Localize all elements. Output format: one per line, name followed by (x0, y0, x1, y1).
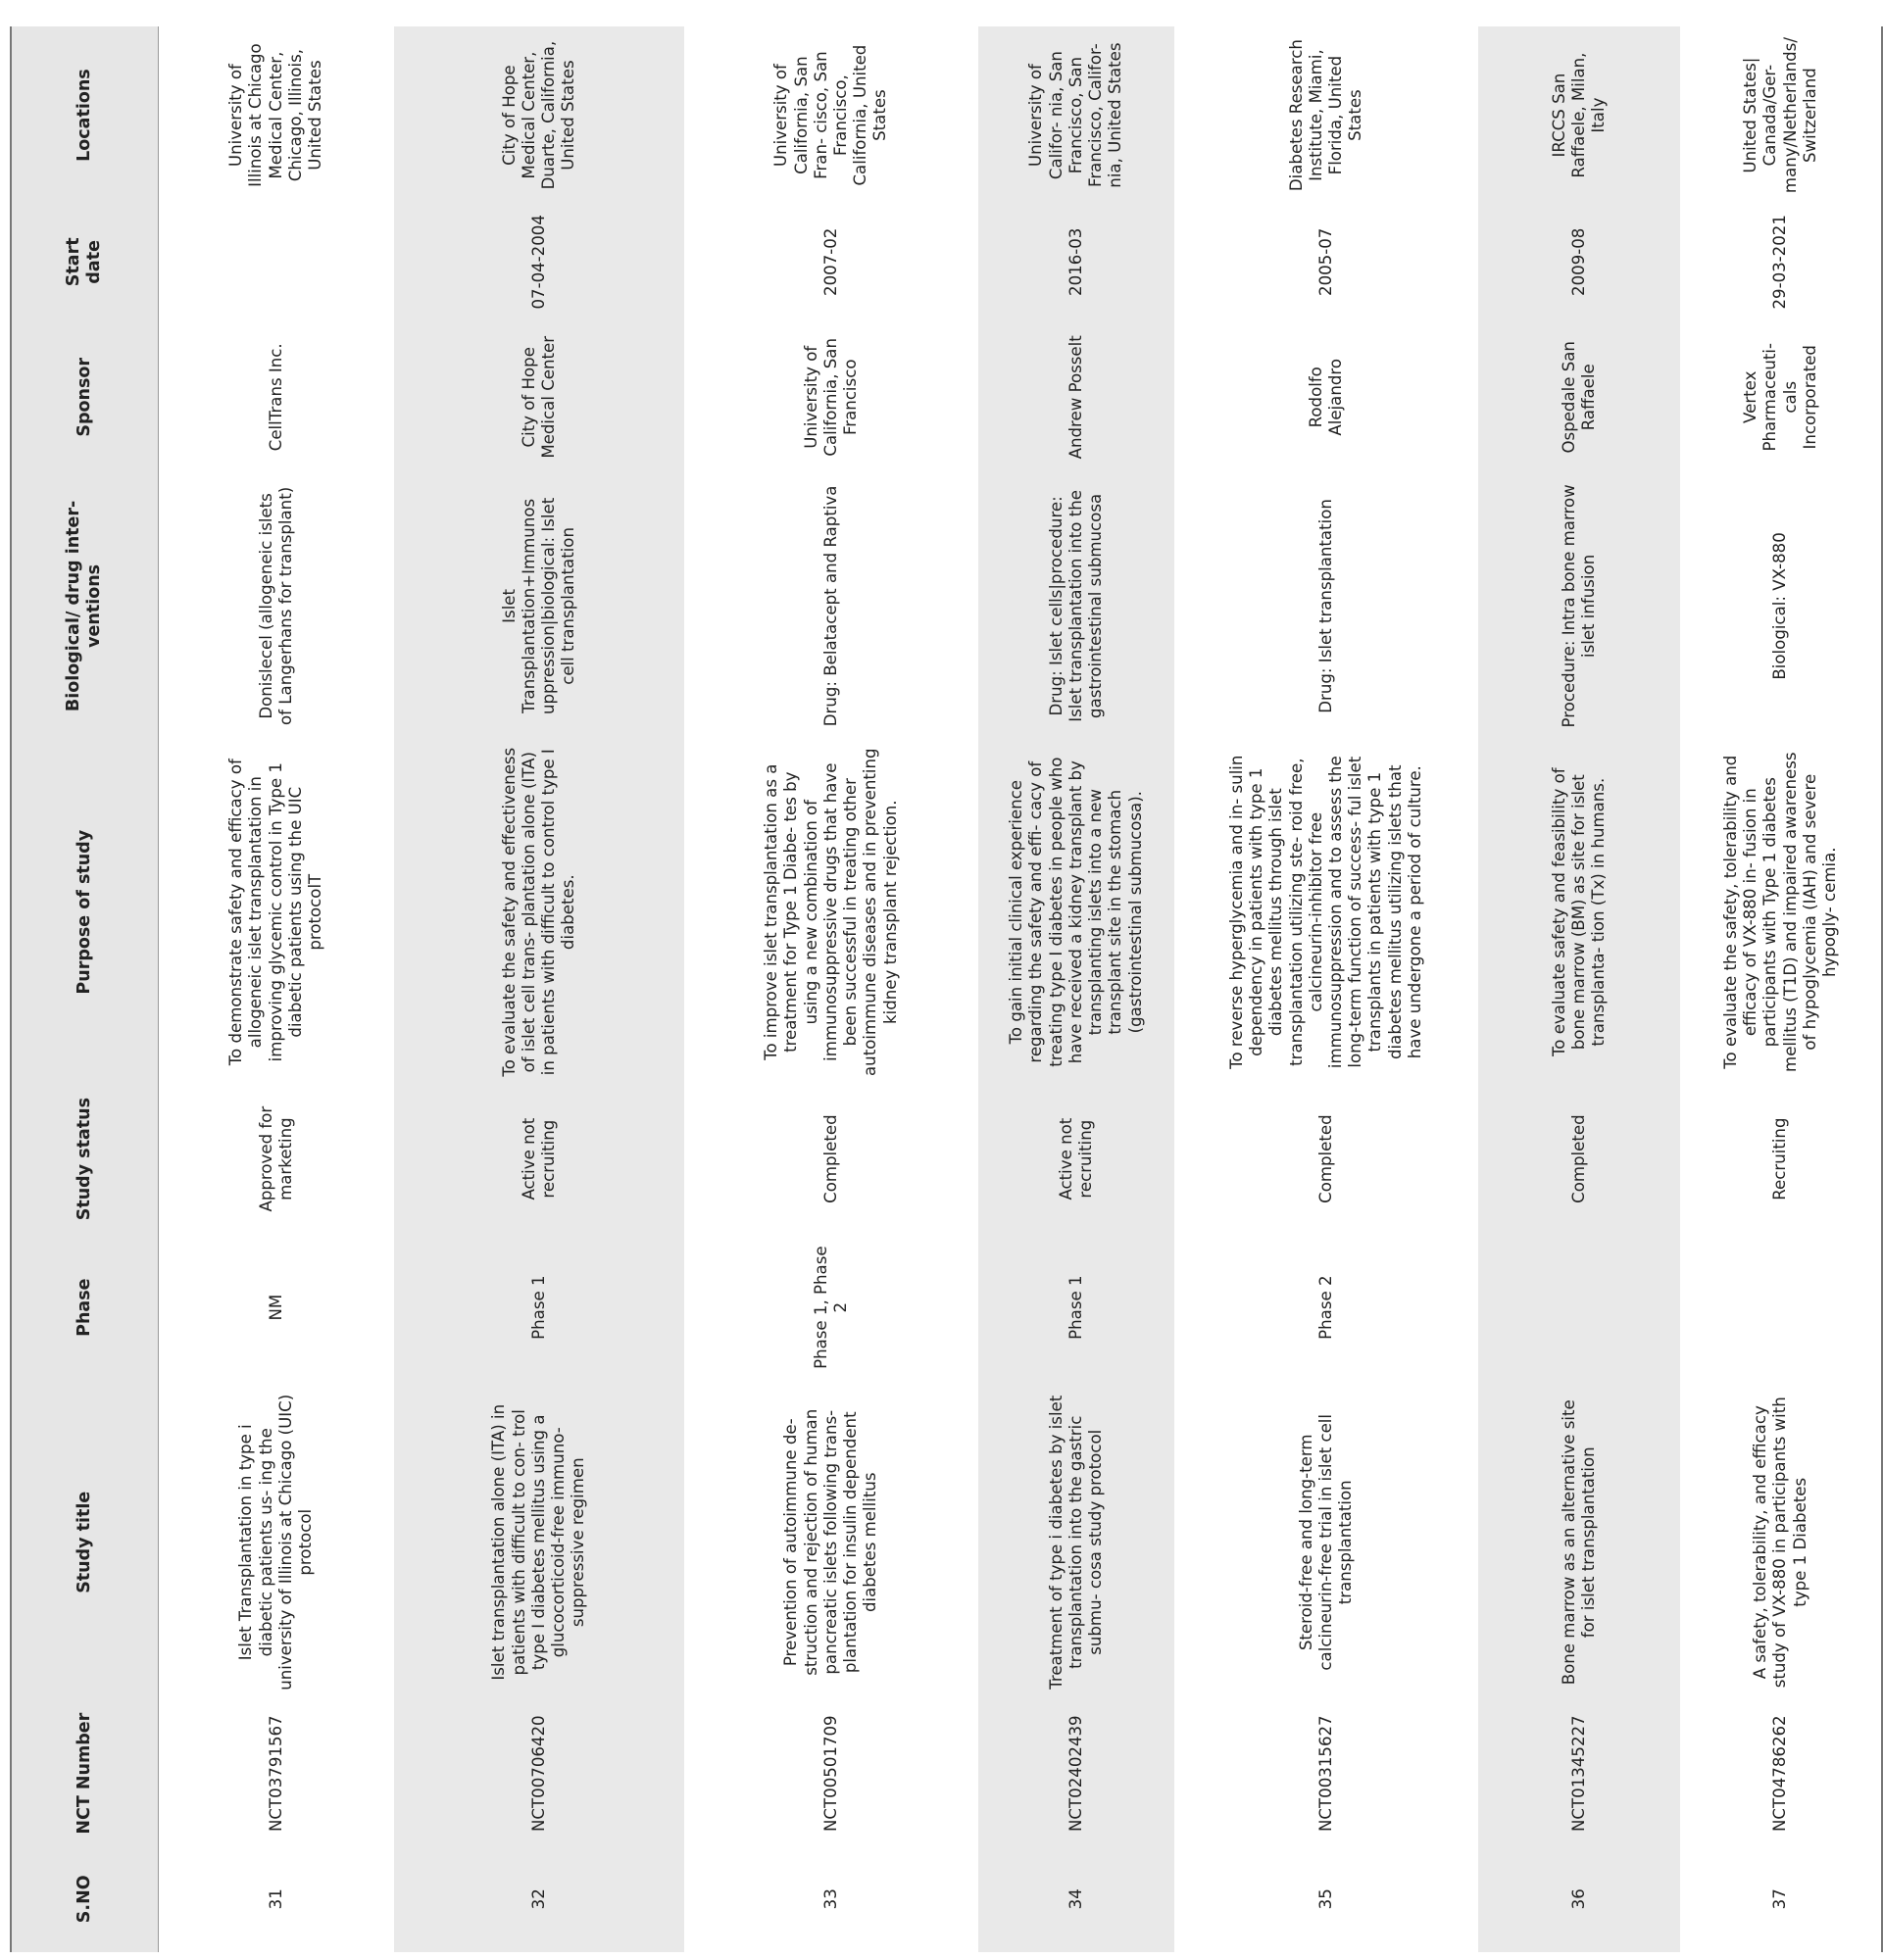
cell-phase: Phase 1 (978, 1232, 1174, 1384)
cell-phase (1680, 1232, 1882, 1384)
header-purpose: Purpose of study (11, 738, 158, 1087)
cell-purpose: To demonstrate safety and efficacy of allogeneic islet transplantation in improving glycemic control in Type 1 diabetic patients using the UIC protocolT (226, 759, 325, 1066)
cell-study-title: A safety, tolerability, and efficacy study of VX-880 in participants with type 1 Diabetes (1680, 1384, 1882, 1701)
cell-phase: NM (266, 1294, 285, 1321)
cell-locations: University of Califor- nia, San Francisco, San Francisco, Califor- nia, United States (978, 26, 1174, 204)
cell-locations: University of California, San Fran- cisco, San Francisco, California, United States (771, 44, 890, 186)
cell-study-title: Prevention of autoimmune de- struction and rejection of human pancreatic islets following trans- plantation for insulin dependent diabetes mellitus (781, 1408, 880, 1676)
cell-sno: 37 (1680, 1846, 1882, 1952)
table-row (158, 26, 394, 1952)
header-sno: S.NO (11, 1846, 158, 1952)
cell-phase: Phase 2 (1315, 1275, 1335, 1340)
cell-sponsor: Vertex Pharmaceuti- cals Incorporated (1680, 319, 1882, 474)
cell-sponsor: CellTrans Inc. (266, 343, 285, 452)
cell-start-date: 29-03-2021 (1680, 204, 1882, 319)
cell-nct-number: NCT02402439 (978, 1701, 1174, 1846)
cell-sponsor: Ospedale San Raffaele (1478, 319, 1680, 474)
cell-purpose: To improve islet transplantation as a treatment for Type 1 Diabe- tes by using a new combination of immunosuppressive drugs that have been successful in treating other autoimmune diseases and in preventing kidney transplant rejection. (762, 748, 900, 1076)
cell-nct-number: NCT00315627 (1315, 1715, 1335, 1832)
cell-sno: 35 (1315, 1888, 1335, 1910)
table-row (1680, 26, 1882, 1952)
cell-nct-number: NCT04786262 (1680, 1701, 1882, 1846)
cell-study-status: Completed (1315, 1114, 1335, 1203)
cell-purpose: To reverse hyperglycemia and in- sulin dependency in patients with type 1 diabetes mellitus through islet transplantation utilizing ste- roid free, calcineurin-inhibitor free immunosuppression and to assess the long-term function of success- ful islet transplants in patients with type 1 diabetes mellitus utilizing islets that have undergone a period of culture. (1226, 755, 1424, 1069)
cell-phase: Phase 1 (394, 1232, 684, 1384)
cell-start-date: 2016-03 (978, 204, 1174, 319)
header-start-date: Start date (11, 204, 158, 319)
cell-sponsor: Rodolfo Alejandro (1306, 358, 1345, 436)
cell-nct-number: NCT03791567 (266, 1715, 285, 1832)
cell-nct-number: NCT01345227 (1478, 1701, 1680, 1846)
cell-interventions: Procedure: Intra bone marrow islet infusion (1478, 474, 1680, 738)
cell-study-status: Active not recruiting (978, 1087, 1174, 1232)
cell-start-date (158, 204, 394, 319)
header-study-status: Study status (11, 1087, 158, 1232)
cell-study-status: Approved for marketing (256, 1105, 295, 1212)
header-row (11, 26, 158, 1952)
cell-nct-number: NCT00706420 (394, 1701, 684, 1846)
cell-locations: University of Illinois at Chicago Medical Center, Chicago, Illinois, United States (226, 43, 325, 187)
cell-purpose: To evaluate the safety and effectiveness of islet cell trans- plantation alone (ITA) in patients with difficult to control type I diabetes. (394, 738, 684, 1087)
cell-study-title: Islet transplantation alone (ITA) in patients with difficult to con- trol type I diabetes mellitus using a glucocorticoid-free immuno- suppressive regimen (394, 1384, 684, 1701)
cell-study-status: Recruiting (1680, 1087, 1882, 1232)
cell-start-date: 2007-02 (820, 227, 840, 296)
cell-sno: 36 (1478, 1846, 1680, 1952)
cell-locations: IRCCS San Raffaele, Milan, Italy (1478, 26, 1680, 204)
cell-sno: 32 (394, 1846, 684, 1952)
cell-start-date: 2005-07 (1315, 227, 1335, 296)
cell-sno: 31 (266, 1888, 285, 1910)
cell-interventions: Biological: VX-880 (1680, 474, 1882, 738)
cell-locations: Diabetes Research Institute, Miami, Florida, United States (1286, 39, 1365, 192)
cell-interventions: Donislecel (allogeneic islets of Langerhans for transplant) (256, 486, 295, 725)
cell-interventions: Islet Transplantation+Immunos uppression|biological: Islet cell transplantation (394, 474, 684, 738)
table-row (1174, 26, 1478, 1952)
cell-sno: 34 (978, 1846, 1174, 1952)
cell-phase: Phase 1, Phase 2 (811, 1246, 850, 1369)
cell-start-date: 07-04-2004 (394, 204, 684, 319)
cell-study-title: Treatment of type i diabetes by islet transplantation into the gastric submu- cosa study protocol (978, 1384, 1174, 1701)
header-sponsor: Sponsor (11, 319, 158, 474)
cell-interventions: Drug: Islet transplantation (1315, 499, 1335, 713)
header-study-title: Study title (11, 1384, 158, 1701)
cell-start-date: 2009-08 (1478, 204, 1680, 319)
cell-sponsor: University of California, San Francisco (801, 338, 861, 457)
cell-nct-number: NCT00501709 (820, 1715, 840, 1832)
table-row (1478, 26, 1680, 1952)
cell-interventions: Drug: Belatacept and Raptiva (820, 485, 840, 727)
cell-purpose: To gain initial clinical experience regarding the safety and effi- cacy of treating type I diabetes in people who have received a kidney transplant by transplanting islets into a new transplant site in the stomach (gastrointestinal submucosa). (978, 738, 1174, 1087)
header-nct-number: NCT Number (11, 1701, 158, 1846)
table-row (394, 26, 684, 1952)
cell-sponsor: City of Hope Medical Center (394, 319, 684, 474)
cell-study-status: Active not recruiting (394, 1087, 684, 1232)
cell-sno: 33 (820, 1888, 840, 1910)
cell-study-title: Bone marrow as an alternative site for islet transplantation (1478, 1384, 1680, 1701)
header-locations: Locations (11, 26, 158, 204)
header-phase: Phase (11, 1232, 158, 1384)
cell-study-title: Islet Transplantation in type i diabetic patients us- ing the university of Illinois at Chicago (UIC) protocol (236, 1394, 315, 1690)
clinical-trials-table (10, 26, 1883, 1952)
cell-interventions: Drug: Islet cells|procedure: Islet transplantation into the gastrointestinal submucosa (978, 474, 1174, 738)
cell-sponsor: Andrew Posselt (978, 319, 1174, 474)
cell-phase (1478, 1232, 1680, 1384)
cell-study-title: Steroid-free and long-term calcineurin-free trial in islet cell transplantation (1296, 1413, 1356, 1671)
cell-purpose: To evaluate the safety, tolerability and efficacy of VX-880 in- fusion in participants with Type 1 diabetes mellitus (T1D) and impaired awareness of hypoglycemia (IAH) and severe hypogly- cemia. (1680, 738, 1882, 1087)
table-row (684, 26, 978, 1952)
cell-locations: United States| Canada/Ger- many/Netherlands/ Switzerland (1680, 26, 1882, 204)
cell-study-status: Completed (820, 1114, 840, 1203)
table-row (978, 26, 1174, 1952)
header-interventions: Biological/ drug inter- ventions (11, 474, 158, 738)
cell-locations: City of Hope Medical Center, Duarte, California, United States (394, 26, 684, 204)
cell-study-status: Completed (1478, 1087, 1680, 1232)
cell-purpose: To evaluate safety and feasibility of bone marrow (BM) as site for islet transplanta- tion (Tx) in humans. (1478, 738, 1680, 1087)
